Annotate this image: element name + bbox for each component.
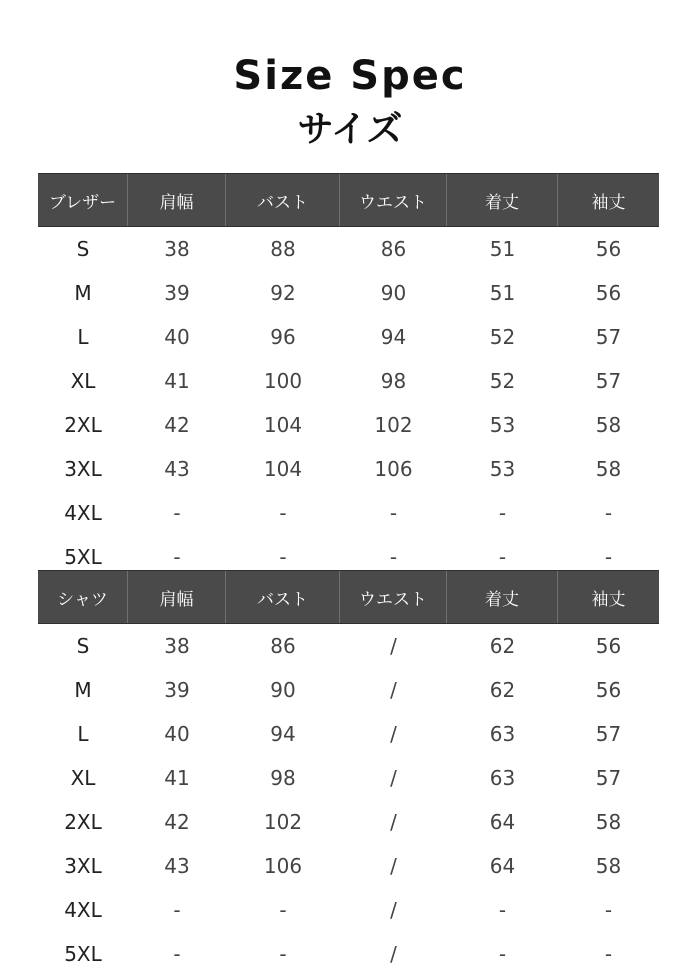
shirt-size-table xyxy=(38,570,659,976)
measurement-cell: 40 xyxy=(164,325,190,349)
size-label: 3XL xyxy=(64,457,102,481)
measurement-cell: 102 xyxy=(374,413,413,437)
measurement-cell: 94 xyxy=(270,722,296,746)
measurement-cell: - xyxy=(498,545,507,569)
table-header-cell: 袖丈 xyxy=(591,589,626,610)
table-row xyxy=(38,227,659,271)
measurement-cell: / xyxy=(390,722,397,746)
measurement-cell: - xyxy=(604,545,613,569)
measurement-cell: 63 xyxy=(489,722,516,746)
measurement-cell: 57 xyxy=(595,722,622,746)
measurement-cell: - xyxy=(173,942,181,966)
table-header-category: シャツ xyxy=(38,571,128,623)
measurement-cell: - xyxy=(389,501,398,525)
table-header-cell: バスト xyxy=(226,571,340,623)
measurement-cell: 38 xyxy=(164,634,190,658)
measurement-cell: 58 xyxy=(595,810,622,834)
table-header-cell: ウエスト xyxy=(340,174,447,226)
size-label: M xyxy=(74,281,92,305)
measurement-cell: 98 xyxy=(380,369,407,393)
page-title: Size Spec xyxy=(233,53,467,99)
measurement-cell: 56 xyxy=(595,678,622,702)
measurement-cell: / xyxy=(390,854,397,878)
measurement-cell: / xyxy=(390,810,397,834)
size-label: 4XL xyxy=(64,898,102,922)
table-row xyxy=(38,624,659,668)
measurement-cell: 58 xyxy=(595,413,622,437)
measurement-cell: 57 xyxy=(595,766,622,790)
size-label: XL xyxy=(70,766,96,790)
measurement-cell: / xyxy=(390,898,397,922)
table-row xyxy=(38,756,659,800)
measurement-cell: 57 xyxy=(595,325,622,349)
table-header-row xyxy=(38,173,659,227)
measurement-cell: - xyxy=(279,545,287,569)
measurement-cell: 42 xyxy=(164,810,190,834)
measurement-cell: - xyxy=(173,898,181,922)
measurement-cell: - xyxy=(279,898,287,922)
size-label: 5XL xyxy=(64,545,102,569)
measurement-cell: 39 xyxy=(164,678,190,702)
measurement-cell: 102 xyxy=(263,810,303,834)
measurement-cell: 39 xyxy=(164,281,190,305)
blazer-size-table xyxy=(38,173,659,579)
measurement-cell: 56 xyxy=(595,281,622,305)
table-row xyxy=(38,271,659,315)
measurement-cell: / xyxy=(390,942,397,966)
size-label: 4XL xyxy=(64,501,102,525)
table-header-cell: 肩幅 xyxy=(128,571,226,623)
table-header-cell: ウエスト xyxy=(340,571,447,623)
table-header-cell: 着丈 xyxy=(447,174,558,226)
measurement-cell: 41 xyxy=(164,369,190,393)
measurement-cell: 100 xyxy=(263,369,303,393)
measurement-cell: - xyxy=(389,545,398,569)
measurement-cell: 64 xyxy=(489,810,516,834)
measurement-cell: 96 xyxy=(270,325,296,349)
measurement-cell: 94 xyxy=(380,325,407,349)
measurement-cell: 57 xyxy=(595,369,622,393)
measurement-cell: 56 xyxy=(595,634,622,658)
measurement-cell: - xyxy=(604,501,613,525)
size-label: L xyxy=(77,325,89,349)
measurement-cell: 53 xyxy=(489,413,516,437)
page-subtitle: サイズ xyxy=(297,109,403,150)
table-header-cell: 袖丈 xyxy=(591,192,626,213)
table-header-category: ブレザー xyxy=(38,174,128,226)
table-row xyxy=(38,403,659,447)
measurement-cell: / xyxy=(390,678,397,702)
measurement-cell: 51 xyxy=(489,237,516,261)
measurement-cell: 58 xyxy=(595,457,622,481)
measurement-cell: 92 xyxy=(270,281,296,305)
measurement-cell: / xyxy=(390,766,397,790)
measurement-cell: 62 xyxy=(489,678,516,702)
size-label: 2XL xyxy=(64,413,102,437)
size-label: S xyxy=(76,237,90,261)
size-label: 2XL xyxy=(64,810,102,834)
measurement-cell: 43 xyxy=(164,854,190,878)
measurement-cell: - xyxy=(498,942,507,966)
measurement-cell: 43 xyxy=(164,457,190,481)
measurement-cell: 88 xyxy=(270,237,296,261)
measurement-cell: 53 xyxy=(489,457,516,481)
measurement-cell: 38 xyxy=(164,237,190,261)
measurement-cell: 104 xyxy=(263,457,303,481)
table-row xyxy=(38,491,659,535)
table-header-cell: 肩幅 xyxy=(128,174,226,226)
measurement-cell: 52 xyxy=(489,369,516,393)
size-label: 3XL xyxy=(64,854,102,878)
table-row xyxy=(38,932,659,976)
size-label: L xyxy=(77,722,89,746)
table-row xyxy=(38,712,659,756)
measurement-cell: 56 xyxy=(595,237,622,261)
measurement-cell: 106 xyxy=(263,854,303,878)
table-header-row xyxy=(38,570,659,624)
measurement-cell: - xyxy=(604,898,613,922)
table-header-cell: バスト xyxy=(226,174,340,226)
measurement-cell: - xyxy=(498,898,507,922)
measurement-cell: 90 xyxy=(380,281,407,305)
measurement-cell: 86 xyxy=(270,634,296,658)
measurement-cell: 40 xyxy=(164,722,190,746)
size-label: M xyxy=(74,678,92,702)
table-row xyxy=(38,315,659,359)
measurement-cell: - xyxy=(279,942,287,966)
size-label: S xyxy=(76,634,90,658)
measurement-cell: 104 xyxy=(263,413,303,437)
measurement-cell: 98 xyxy=(270,766,296,790)
table-row xyxy=(38,359,659,403)
table-row xyxy=(38,668,659,712)
measurement-cell: 41 xyxy=(164,766,190,790)
measurement-cell: 86 xyxy=(380,237,407,261)
measurement-cell: 62 xyxy=(489,634,516,658)
table-row xyxy=(38,888,659,932)
measurement-cell: 64 xyxy=(489,854,516,878)
size-label: XL xyxy=(70,369,96,393)
measurement-cell: 51 xyxy=(489,281,516,305)
measurement-cell: 52 xyxy=(489,325,516,349)
table-row xyxy=(38,800,659,844)
measurement-cell: - xyxy=(498,501,507,525)
measurement-cell: 90 xyxy=(270,678,296,702)
measurement-cell: / xyxy=(390,634,397,658)
measurement-cell: 63 xyxy=(489,766,516,790)
measurement-cell: 58 xyxy=(595,854,622,878)
size-label: 5XL xyxy=(64,942,102,966)
measurement-cell: 42 xyxy=(164,413,190,437)
table-row xyxy=(38,844,659,888)
measurement-cell: - xyxy=(173,501,181,525)
measurement-cell: 106 xyxy=(374,457,413,481)
measurement-cell: - xyxy=(279,501,287,525)
table-header-cell: 着丈 xyxy=(447,571,558,623)
measurement-cell: - xyxy=(604,942,613,966)
measurement-cell: - xyxy=(173,545,181,569)
table-row xyxy=(38,447,659,491)
